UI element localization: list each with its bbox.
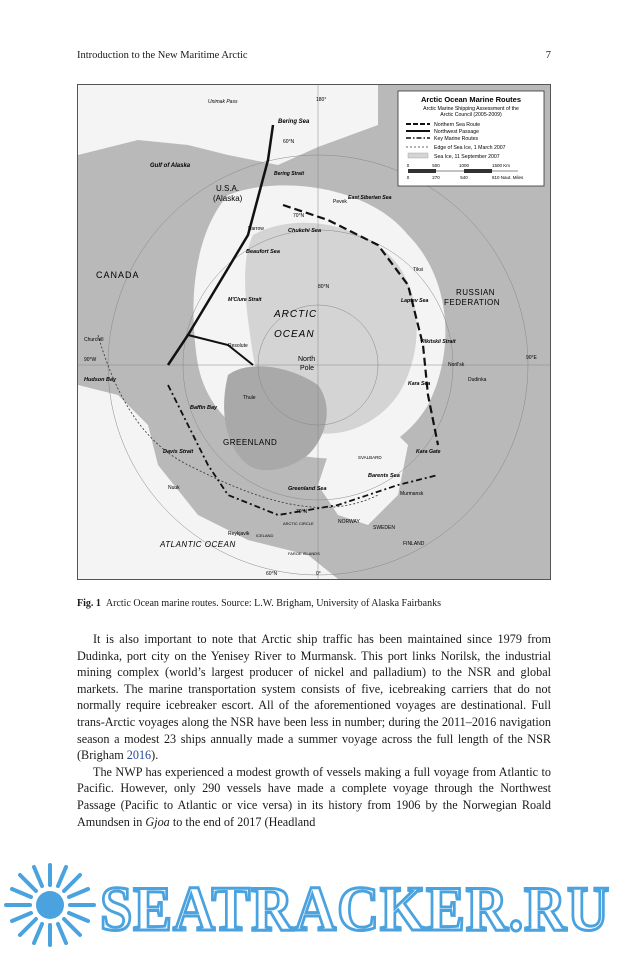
legend-item-nwp: Northwest Passage xyxy=(434,129,479,135)
label-pevek: Pevek xyxy=(333,199,347,205)
label-60n-bottom: 60°N xyxy=(266,571,278,577)
page-number: 7 xyxy=(545,50,551,61)
label-kara-gate: Kara Gate xyxy=(416,449,441,455)
legend-item-key: Key Marine Routes xyxy=(434,136,479,142)
label-finland: FINLAND xyxy=(403,541,425,547)
ship-name-gjoa: Gjoa xyxy=(145,814,170,829)
label-iceland: ICELAND xyxy=(256,533,274,538)
label-norilsk: Noril'sk xyxy=(448,362,465,368)
scale-nm-2: 540 xyxy=(460,175,468,180)
legend-subtitle-1: Arctic Marine Shipping Assessment of the xyxy=(423,106,519,112)
label-reykjavik: Reykjavik xyxy=(228,531,250,537)
watermark-logo xyxy=(0,858,628,952)
label-barents: Barents Sea xyxy=(368,473,400,479)
label-arctic: ARCTIC xyxy=(274,309,318,320)
scale-nm-1: 270 xyxy=(432,175,440,180)
label-80n: 80°N xyxy=(318,284,330,290)
label-norway: NORWAY xyxy=(338,519,360,525)
label-laptev: Laptev Sea xyxy=(401,298,429,304)
running-title: Introduction to the New Maritime Arctic xyxy=(77,50,248,61)
scale-km-1: 500 xyxy=(432,163,440,168)
paragraph-2 xyxy=(77,764,551,830)
label-gulf-alaska: Gulf of Alaska xyxy=(150,163,191,169)
watermark-svg xyxy=(0,858,628,952)
citation-link-2016[interactable]: 2016 xyxy=(126,748,152,763)
paragraph-2-end: to the end of 2017 (Headland xyxy=(169,814,316,829)
legend-subtitle-2: Arctic Council (2005-2009) xyxy=(440,112,502,118)
label-baffin: Baffin Bay xyxy=(190,405,218,411)
label-thule: Thule xyxy=(243,395,256,401)
label-hudson: Hudson Bay xyxy=(84,377,117,383)
label-chukchi: Chukchi Sea xyxy=(288,228,322,234)
label-usa: U.S.A. xyxy=(216,184,240,193)
label-churchill: Churchill xyxy=(84,337,104,343)
label-greenland-sea: Greenland Sea xyxy=(288,486,327,492)
label-davis: Davis Strait xyxy=(163,449,194,455)
label-180: 180° xyxy=(316,97,327,103)
paragraph-1-text: It is also important to note that Arctic ship traffic has been maintained since 1979 from Dudinka, port city on the Yenisey River to Murmansk. This port links Norilsk, the industrial mining complex (world’s largest producer of nickel and palladium) to the NSR and global markets. The marine transportation system consists of five, icebreaking carriers that do not normally require icebreaker escort. All of the aforementioned voyages are destinational. Full trans-Arctic voyages along the NSR have been less in number; during the 2011–2016 navigation season a modest 23 ships annually made a summer voyage across the full length of the NSR (Brigham xyxy=(77,632,551,763)
label-east-siberian: East Siberian Sea xyxy=(348,195,392,201)
label-dudinka: Dudinka xyxy=(468,377,487,383)
legend-item-nsr: Northern Sea Route xyxy=(434,122,481,128)
label-70n-top: 70°N xyxy=(293,213,305,219)
label-sweden: SWEDEN xyxy=(373,525,395,531)
scale-nm-0: 0 xyxy=(406,175,410,180)
label-mclure: M'Clure Strait xyxy=(228,297,262,303)
label-90e: 90°E xyxy=(526,355,537,361)
label-atlantic: ATLANTIC OCEAN xyxy=(160,540,236,549)
label-60n-top: 60°N xyxy=(283,139,295,145)
scale-km-2: 1000 xyxy=(458,163,470,168)
label-north: North xyxy=(298,356,316,363)
label-unimak: Unimak Pass xyxy=(208,99,238,105)
label-90w: 90°W xyxy=(84,357,97,363)
label-murmansk: Murmansk xyxy=(400,491,424,497)
label-vilkitskii: Vilkitskii Strait xyxy=(420,339,456,345)
label-ocean: OCEAN xyxy=(274,329,315,340)
label-arctic-circle: ARCTIC CIRCLE xyxy=(283,521,314,526)
scale-km-3: 1500 Km xyxy=(492,163,511,168)
body-text xyxy=(77,631,551,830)
arctic-map-figure xyxy=(77,84,551,580)
scale-nm-3: 810 Naut. Miles xyxy=(492,175,524,180)
legend-scale-segment-1 xyxy=(408,169,436,173)
label-bering-sea: Bering Sea xyxy=(278,119,310,125)
label-nuuk: Nuuk xyxy=(168,485,180,491)
arctic-map xyxy=(78,85,550,579)
label-tiksi: Tiksi xyxy=(413,267,424,273)
label-kara-sea: Kara Sea xyxy=(408,381,431,387)
label-pole: Pole xyxy=(300,365,315,372)
label-resolute: Resolute xyxy=(228,343,248,349)
label-beaufort: Beaufort Sea xyxy=(246,249,280,255)
figure-caption xyxy=(77,598,551,609)
legend-item-ice-edge: Edge of Sea Ice, 1 March 2007 xyxy=(434,145,506,151)
paragraph-1-end: ). xyxy=(151,748,159,763)
sun-burst-icon xyxy=(6,865,94,945)
label-alaska: (Alaska) xyxy=(213,194,243,203)
legend-item-sea-ice: Sea Ice, 11 September 2007 xyxy=(434,154,500,160)
label-bering-strait: Bering Strait xyxy=(274,171,305,177)
paragraph-1 xyxy=(77,631,551,764)
label-70n-bottom: 70°N xyxy=(296,509,308,515)
paragraph-2-text: The NWP has experienced a modest growth of vessels making a full voyage from Atlantic to Pacific. However, only 290 vessels have made a complete voyage through the Northwest Passage (Pacific to Atlantic or vice versa) in its history from 1906 by the Norwegian Roald Amundsen in xyxy=(77,764,551,829)
legend-scale-segment-2 xyxy=(464,169,492,173)
label-russian: RUSSIAN xyxy=(456,288,496,297)
caption-text: Arctic Ocean marine routes. Source: L.W. Brigham, University of Alaska Fairbanks xyxy=(105,598,441,609)
label-greenland: GREENLAND xyxy=(223,438,278,447)
label-svalbard: SVALBARD xyxy=(358,455,382,460)
legend-title: Arctic Ocean Marine Routes xyxy=(420,95,522,104)
label-canada: CANADA xyxy=(96,270,140,280)
label-faroe: FAROE ISLANDS xyxy=(288,551,320,556)
label-barrow: Barrow xyxy=(248,226,264,232)
watermark-text: SEATRACKER.RU xyxy=(100,873,610,944)
scale-km-0: 0 xyxy=(406,163,410,168)
caption-label: Fig. 1 xyxy=(77,598,101,609)
label-0: 0° xyxy=(316,571,321,577)
label-federation: FEDERATION xyxy=(444,298,500,307)
legend-sea-ice-swatch xyxy=(408,153,428,158)
